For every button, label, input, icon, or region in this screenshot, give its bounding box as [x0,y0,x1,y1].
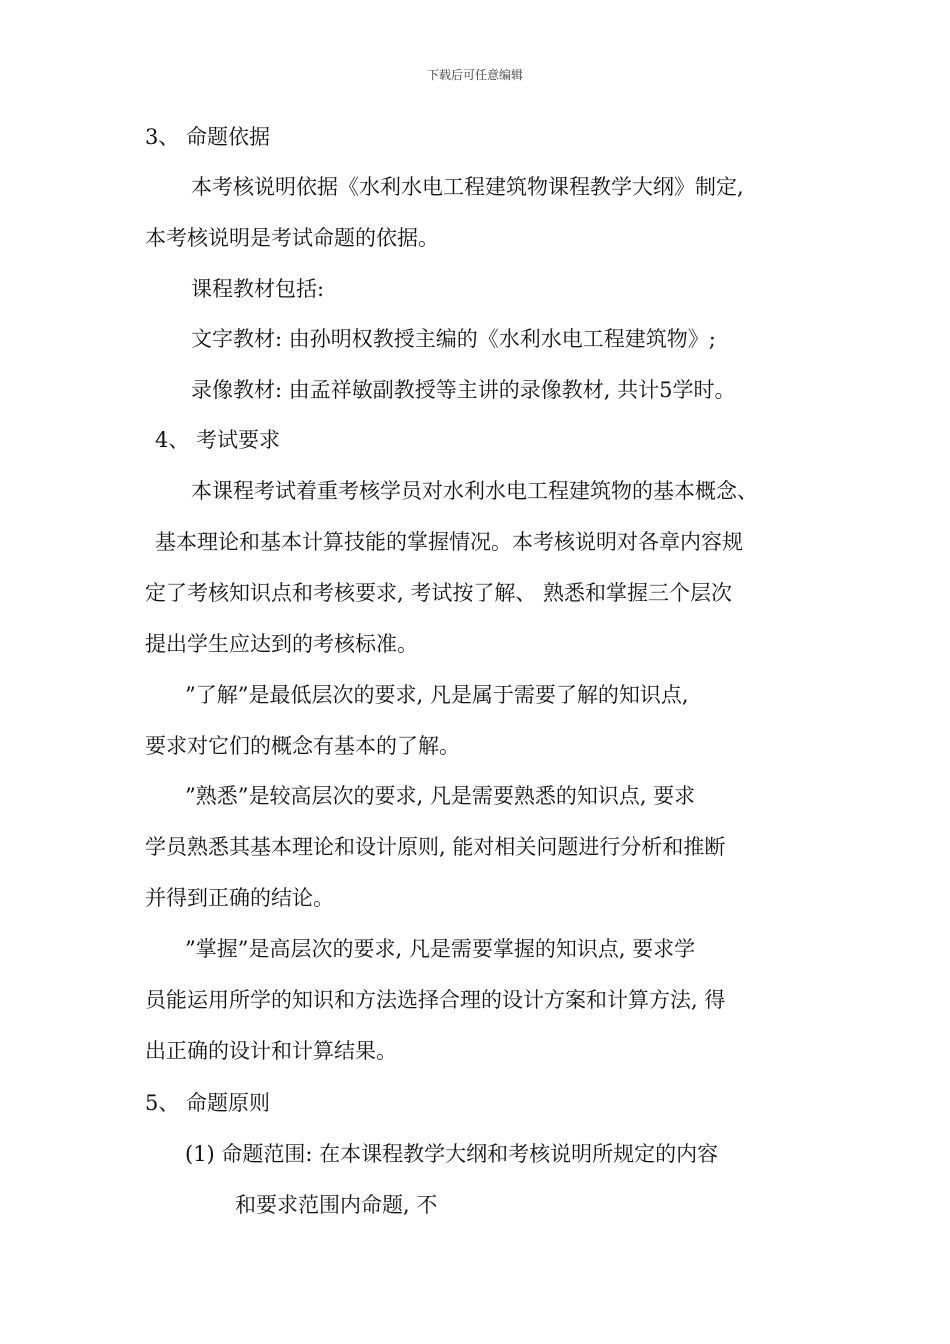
section-heading: 3、 命题依据 [145,125,271,149]
paragraph-line: 出正确的设计和计算结果。 [145,1039,397,1063]
paragraph-line: 要求对它们的概念有基本的了解。 [145,734,460,758]
paragraph-line: 本考核说明依据《水利水电工程建筑物课程教学大纲》制定, [191,175,744,199]
paragraph-line: 提出学生应达到的考核标准。 [145,632,418,656]
paragraph-line: ”了解”是最低层次的要求, 凡是属于需要了解的知识点, [185,683,689,707]
paragraph-line: 本考核说明是考试命题的依据。 [145,226,439,250]
paragraph-line: 本课程考试着重考核学员对水利水电工程建筑物的基本概念、 [191,479,758,503]
paragraph-line: ”熟悉”是较高层次的要求, 凡是需要熟悉的知识点, 要求 [185,784,696,808]
paragraph-line: 并得到正确的结论。 [145,886,334,910]
section-heading: 5、 命题原则 [145,1091,271,1115]
page-header: 下载后可任意编辑 [426,68,523,82]
section-heading: 4、 考试要求 [155,428,281,452]
paragraph-line: 文字教材: 由孙明权教授主编的《水利水电工程建筑物》; [191,327,716,351]
paragraph-line: 定了考核知识点和考核要求, 考试按了解、 熟悉和掌握三个层次 [145,581,733,605]
paragraph-line: 录像教材: 由孟祥敏副教授等主讲的录像教材, 共计5学时。 [191,378,736,402]
paragraph-line: 员能运用所学的知识和方法选择合理的设计方案和计算方法, 得 [145,988,726,1012]
paragraph-line: 学员熟悉其基本理论和设计原则, 能对相关问题进行分析和推断 [145,835,726,859]
list-item: (1) 命题范围: 在本课程教学大纲和考核说明所规定的内容 [185,1142,719,1166]
paragraph-line: 基本理论和基本计算技能的掌握情况。本考核说明对各章内容规 [155,530,743,554]
paragraph-line: 课程教材包括: [191,277,325,301]
paragraph-line: ”掌握”是高层次的要求, 凡是需要掌握的知识点, 要求学 [185,937,696,961]
list-item-continuation: 和要求范围内命题, 不 [235,1193,438,1217]
